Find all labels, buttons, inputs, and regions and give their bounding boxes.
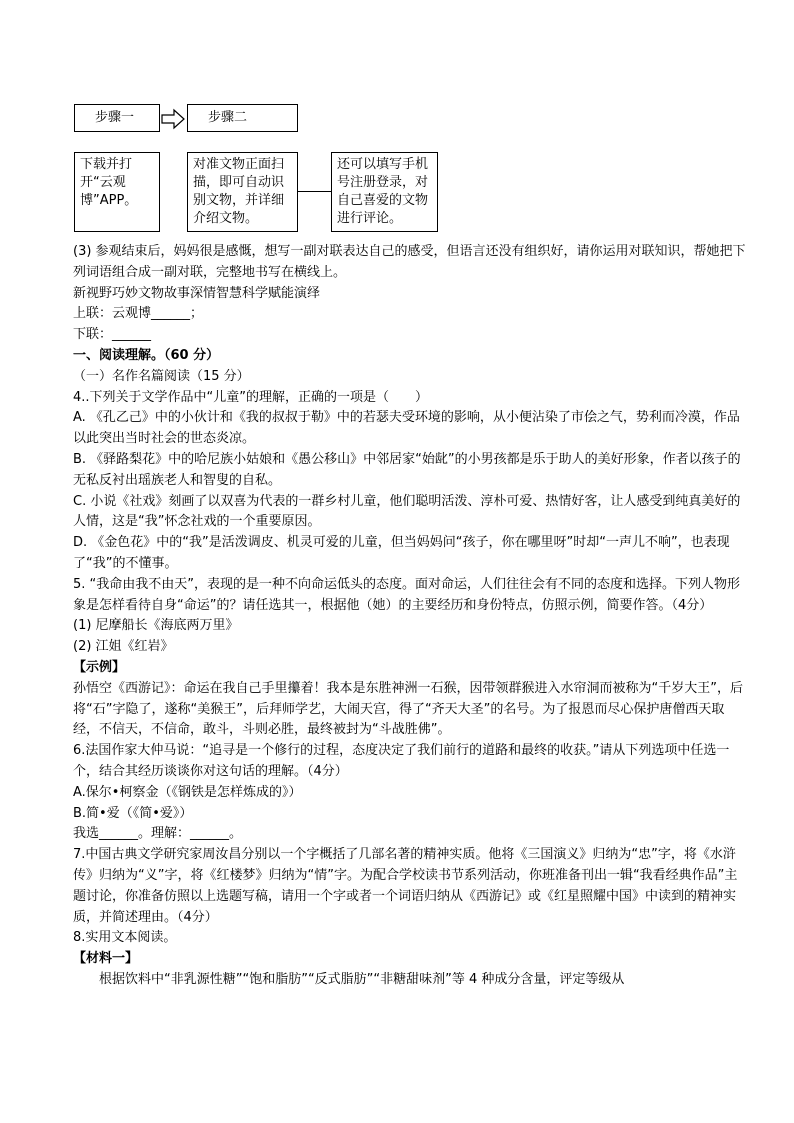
material-one-heading: 【材料一】	[73, 951, 139, 967]
example-text: 孙悟空《西游记》：命运在我自己手里攥着！我本是东胜神洲一石猴，因带领群猴进入水帘洞而被称为“千岁大王”，后将“石”字隐了，遂称“美猴王”，后拜师学艺，大闹天宫，得了“齐天大圣”的名号。为了报恩而尽心保护唐僧西天取经，不信天，不信命，敢斗，斗则必胜，最终被封为“斗战胜佛”。	[73, 680, 743, 738]
question-6-option-b: B.简•爱（《简•爱》）	[73, 805, 193, 821]
question-4: 4..下列关于文学作品中“儿童”的理解，正确的一项是（ ）	[73, 389, 429, 405]
step-two-box	[187, 104, 298, 132]
document-body	[73, 242, 750, 991]
step-one-description-text: 下载并打开“云观博”APP。	[80, 157, 138, 208]
question-5-item-2: (2) 江姐《红岩》	[73, 639, 174, 655]
example-heading: 【示例】	[73, 659, 126, 675]
subsection-heading: （一）名作名篇阅读（15 分）	[73, 368, 250, 384]
step-two-description-text: 对准文物正面扫描，即可自动识别文物，并详细介绍文物。	[193, 157, 285, 226]
upper-couplet-line: 上联：云观博______；	[73, 306, 204, 322]
option-d: D. 《金色花》中的“我”是活泼调皮、机灵可爱的儿童，但当妈妈问“孩子，你在哪里呀”时却“一声儿不响”，也表现了“我”的不懂事。	[73, 535, 730, 571]
option-a: A. 《孔乙己》中的小伙计和《我的叔叔于勒》中的若瑟夫受环境的影响，从小便沾染了市侩之气，势利而冷漠，作品以此突出当时社会的世态炎凉。	[73, 410, 740, 447]
step-one-label: 步骤一	[95, 110, 135, 125]
section-heading: 一、阅读理解。（60 分）	[73, 347, 220, 363]
step-one-description	[74, 152, 160, 232]
word-list: 新视野巧妙文物故事深情智慧科学赋能演绎	[73, 285, 321, 301]
question-7: 7.中国古典文学研究家周汝昌分别以一个字概括了几部名著的精神实质。他将《三国演义》归纳为“忠”字，将《水浒传》归纳为“义”字，将《红楼梦》归纳为“情”字。为配合学校读书节系列活动，你班准备刊出一辑“我看经典作品”主题讨论，你准备仿照以上选题写稿，请用一个字或者一个词语归纳从《西游记》或《红星照耀中国》中读到的精神实质，并简述理由。（4分）	[73, 847, 738, 925]
question-3-prompt: (3) 参观结束后，妈妈很是感慨，想写一副对联表达自己的感受，但语言还没有组织好，请你运用对联知识，帮她把下列词语组合成一副对联，完整地书写在横线上。	[73, 244, 746, 280]
step-two-extra-description-text: 还可以填写手机号注册登录，对自己喜爱的文物进行评论。	[337, 157, 429, 226]
question-6: 6.法国作家大仲马说：“追寻是一个修行的过程，态度决定了我们前行的道路和最终的收获。”请从下列选项中任选一个，结合其经历谈谈你对这句话的理解。（4分）	[73, 743, 730, 779]
step-two-extra-description	[331, 152, 438, 232]
question-6-option-a: A.保尔•柯察金（《钢铁是怎样炼成的》）	[73, 784, 302, 800]
step-one-box	[74, 104, 160, 132]
right-arrow-icon	[160, 108, 186, 130]
question-5: 5. “我命由我不由天”，表现的是一种不向命运低头的态度。面对命运，人们往往会有不同的态度和选择。下列人物形象是怎样看待自身“命运”的？请任选其一，根据他（她）的主要经历和身份特点，仿照示例，简要作答。（4分）	[73, 576, 741, 613]
step-two-label: 步骤二	[208, 110, 248, 125]
question-5-item-1: (1) 尼摩船长《海底两万里》	[73, 618, 239, 634]
question-8: 8.实用文本阅读。	[73, 930, 177, 946]
connector-line	[298, 191, 331, 192]
step-two-description	[187, 152, 298, 232]
option-c: C. 小说《社戏》刻画了以双喜为代表的一群乡村儿童，他们聪明活泼、淳朴可爱、热情好客，让人感受到纯真美好的人情，这是“我”怀念社戏的一个重要原因。	[73, 493, 741, 530]
question-6-answer-line: 我选______。理解：______。	[73, 826, 243, 842]
option-b: B. 《驿路梨花》中的哈尼族小姑娘和《愚公移山》中邻居家“始龀”的小男孩都是乐于助人的美好形象，作者以孩子的无私反衬出瑶族老人和智叟的自私。	[73, 451, 741, 488]
lower-couplet-line: 下联：______	[73, 327, 152, 343]
material-one-text: 根据饮料中“非乳源性糖”“饱和脂肪”“反式脂肪”“非糖甜味剂”等 4 种成分含量，评定等级从	[99, 971, 625, 987]
